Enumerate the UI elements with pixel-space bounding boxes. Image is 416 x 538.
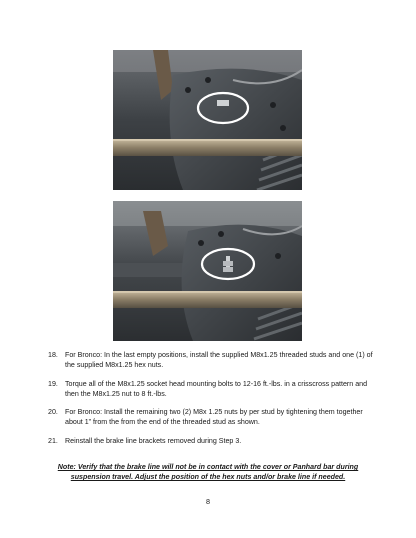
step-text: Reinstall the brake line brackets removed during Step 3. xyxy=(65,436,242,445)
verification-note: Note: Verify that the brake line will not be in contact with the cover or Panhard bar during suspension travel. Adjust the position of the hex nuts and/or brake line if needed. xyxy=(57,463,359,481)
step-number: 19. xyxy=(48,379,58,388)
step-19 xyxy=(48,379,378,399)
photo-top-differential-cover xyxy=(113,50,302,190)
instruction-steps xyxy=(48,350,378,454)
step-number: 20. xyxy=(48,408,58,416)
step-18 xyxy=(48,350,378,370)
photo-top-image xyxy=(113,50,302,190)
step-number: 21. xyxy=(48,436,58,445)
step-number: 18. xyxy=(48,351,58,359)
step-text: For Bronco: Install the remaining two (2) M8x 1.25 nuts by per stud by tightening them together about 1” from the from the end of the threaded stud as shown. xyxy=(65,408,363,426)
step-text: For Bronco: In the last empty positions, install the supplied M8x1.25 threaded studs and one (1) of the supplied M8x1.25 hex nuts. xyxy=(65,351,373,369)
page-number: 8 xyxy=(206,497,210,506)
step-text: Torque all of the M8x1.25 socket head mounting bolts to 12-16 ft.-lbs. in a crisscross pattern and then the M8x1.25 nut to 8 ft.-lbs. xyxy=(65,379,368,398)
step-21 xyxy=(48,436,378,446)
photo-bottom-differential-cover xyxy=(113,201,302,341)
photo-bottom-image xyxy=(113,201,302,341)
step-20 xyxy=(48,407,378,427)
